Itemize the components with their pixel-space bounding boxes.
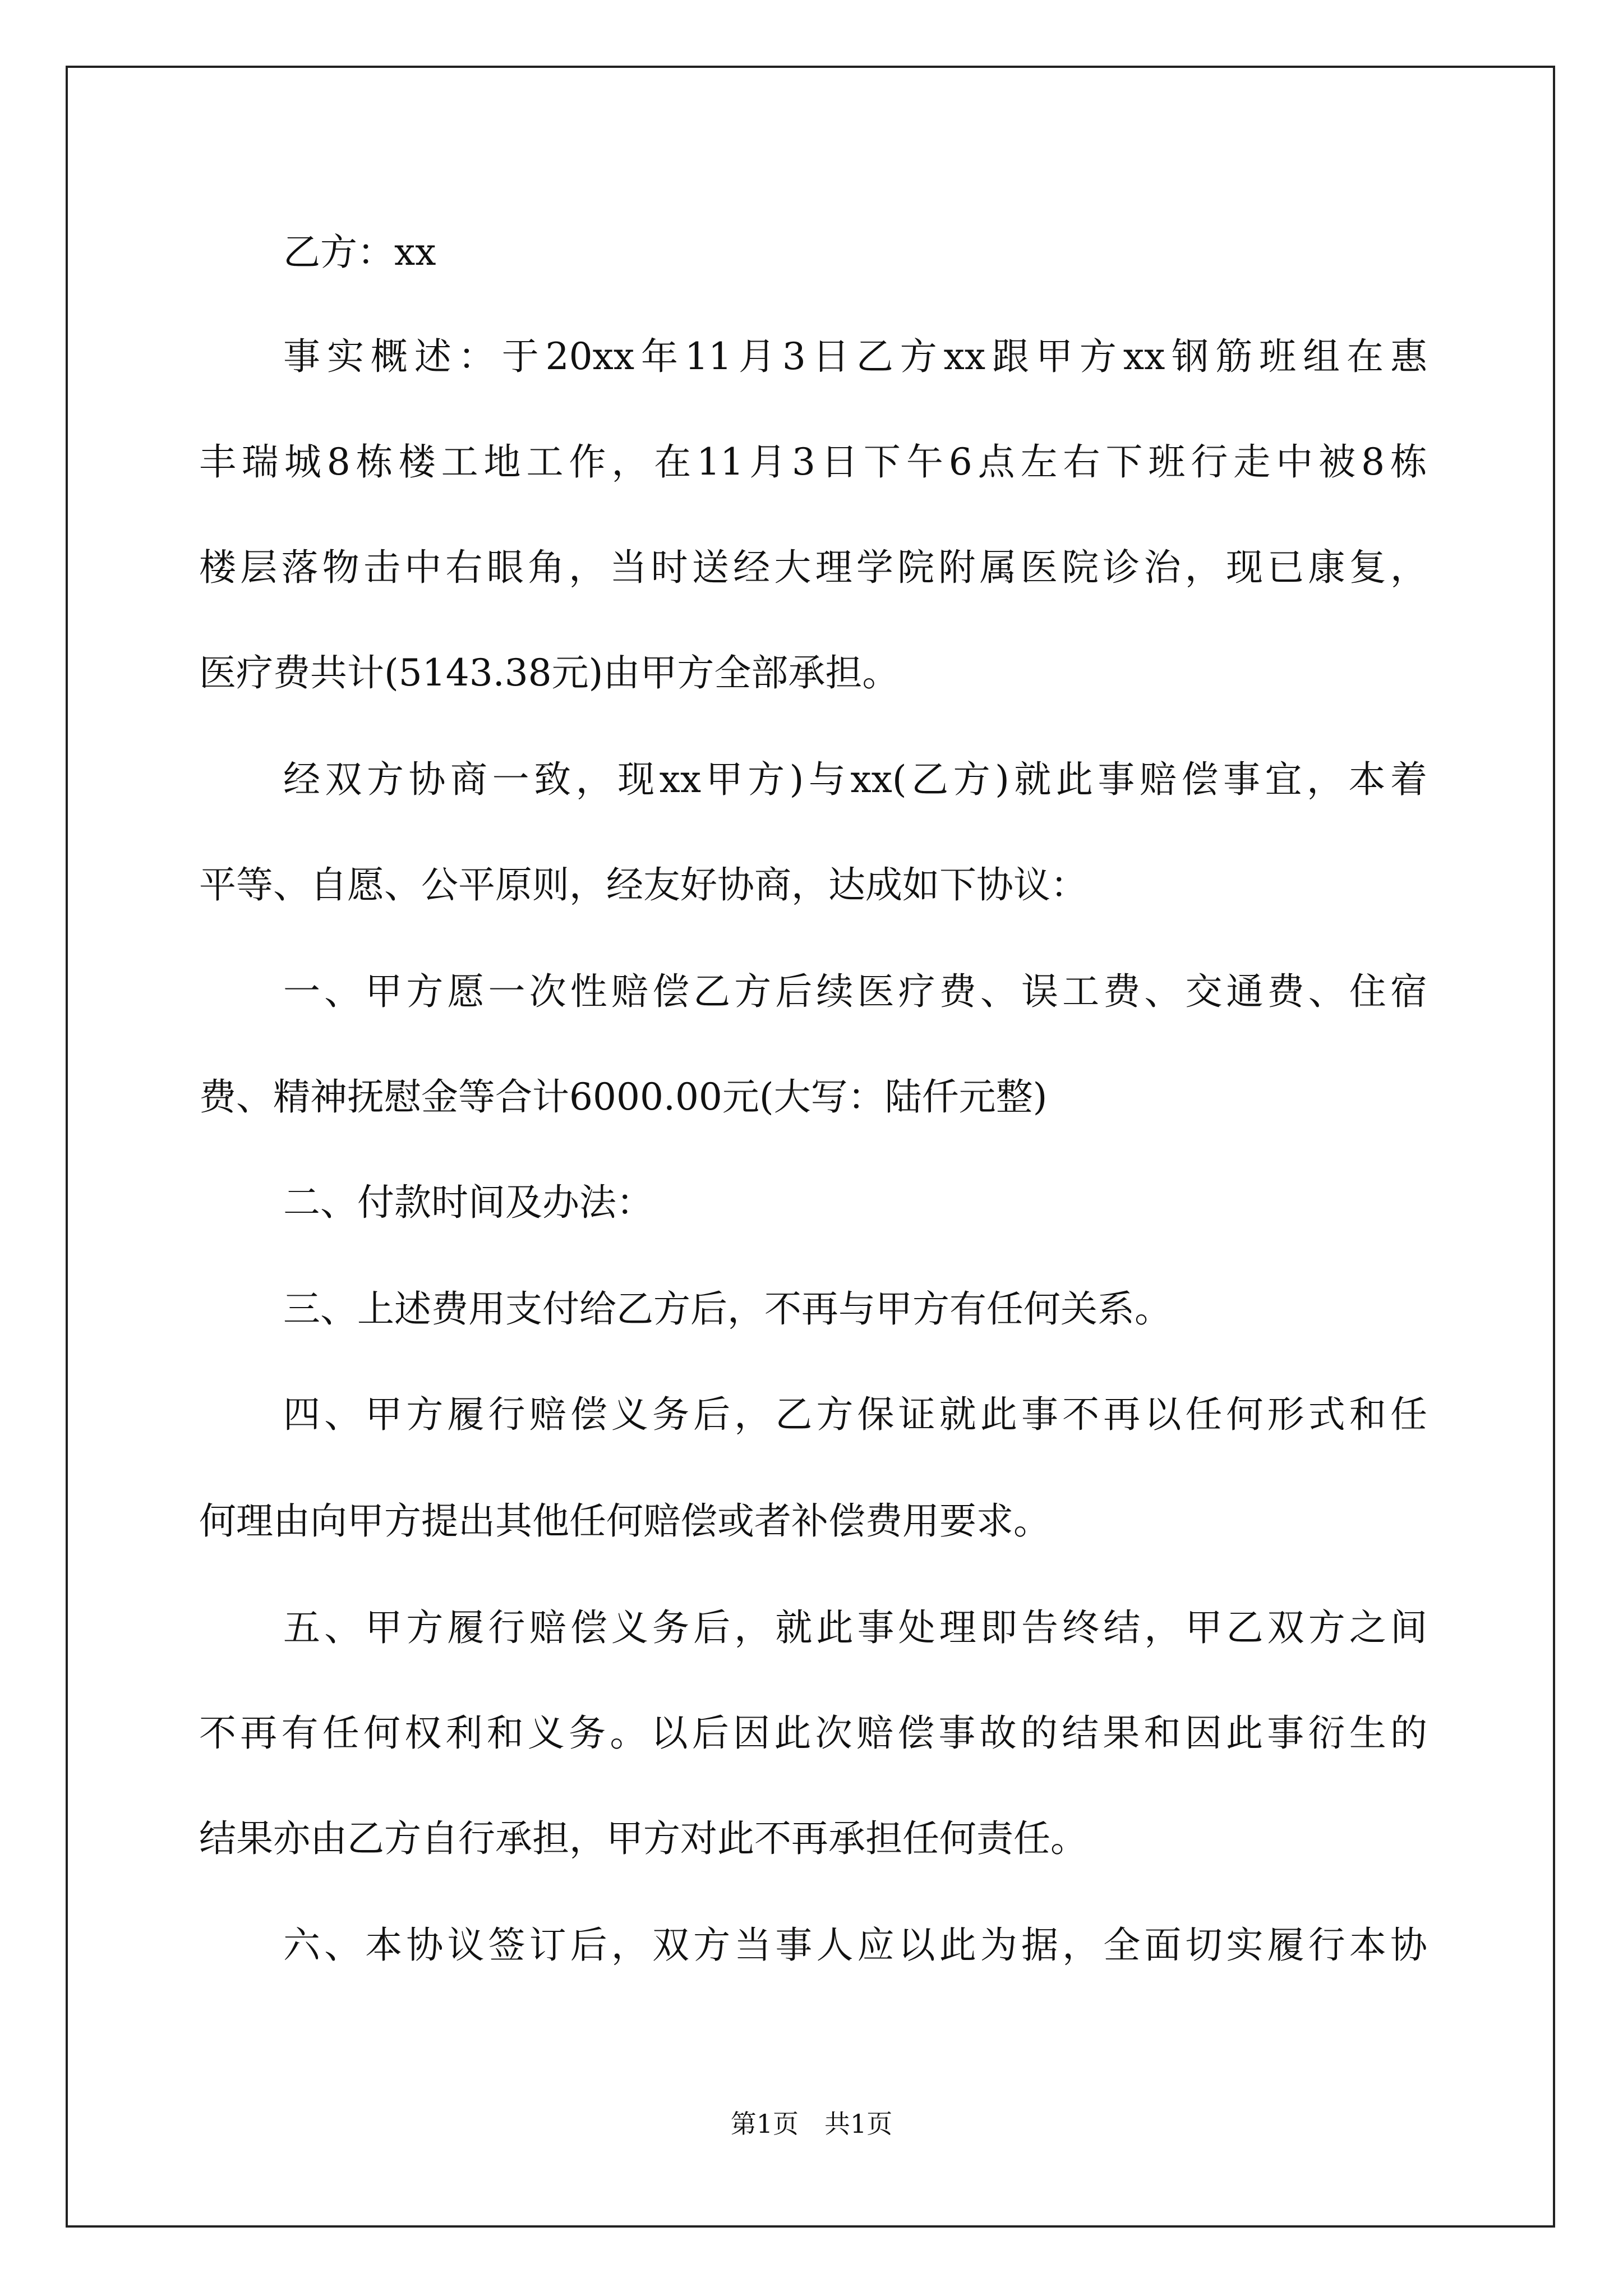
clause-5-line-2: 不再有任何权利和义务。以后因此次赔偿事故的结果和因此事衍生的 (199, 1711, 1427, 1755)
facts-line-4: 医疗费共计(5143.38元)由甲方全部承担。 (199, 651, 900, 694)
clause-3-line: 三、上述费用支付给乙方后，不再与甲方有任何关系。 (283, 1287, 1172, 1331)
clause-4-line-2: 何理由向甲方提出其他任何赔偿或者补偿费用要求。 (199, 1499, 1050, 1543)
agreement-intro-line-1: 经双方协商一致，现xx甲方)与xx(乙方)就此事赔偿事宜，本着 (283, 758, 1427, 801)
clause-1-line-2: 费、精神抚慰金等合计6000.00元(大写：陆仟元整) (199, 1075, 1048, 1119)
clause-2-line: 二、付款时间及办法： (283, 1181, 653, 1224)
facts-line-1: 事实概述：于20xx年11月3日乙方xx跟甲方xx钢筋班组在惠 (283, 335, 1427, 378)
page-number-footer: 第1页 共1页 (730, 2109, 893, 2139)
facts-line-3: 楼层落物击中右眼角，当时送经大理学院附属医院诊治，现已康复， (199, 546, 1427, 589)
facts-line-2: 丰瑞城8栋楼工地工作，在11月3日下午6点左右下班行走中被8栋 (199, 440, 1427, 484)
clause-4-line-1: 四、甲方履行赔偿义务后，乙方保证就此事不再以任何形式和任 (283, 1393, 1427, 1436)
clause-1-line-1: 一、甲方愿一次性赔偿乙方后续医疗费、误工费、交通费、住宿 (283, 970, 1427, 1013)
party-b-line: 乙方：xx (283, 231, 436, 274)
page-border (66, 66, 1555, 2228)
clause-5-line-1: 五、甲方履行赔偿义务后，就此事处理即告终结，甲乙双方之间 (283, 1606, 1427, 1649)
agreement-intro-line-2: 平等、自愿、公平原则，经友好协商，达成如下协议： (199, 863, 1087, 907)
clause-5-line-3: 结果亦由乙方自行承担，甲方对此不再承担任何责任。 (199, 1817, 1087, 1860)
clause-6-line-1: 六、本协议签订后，双方当事人应以此为据，全面切实履行本协 (283, 1924, 1427, 1967)
